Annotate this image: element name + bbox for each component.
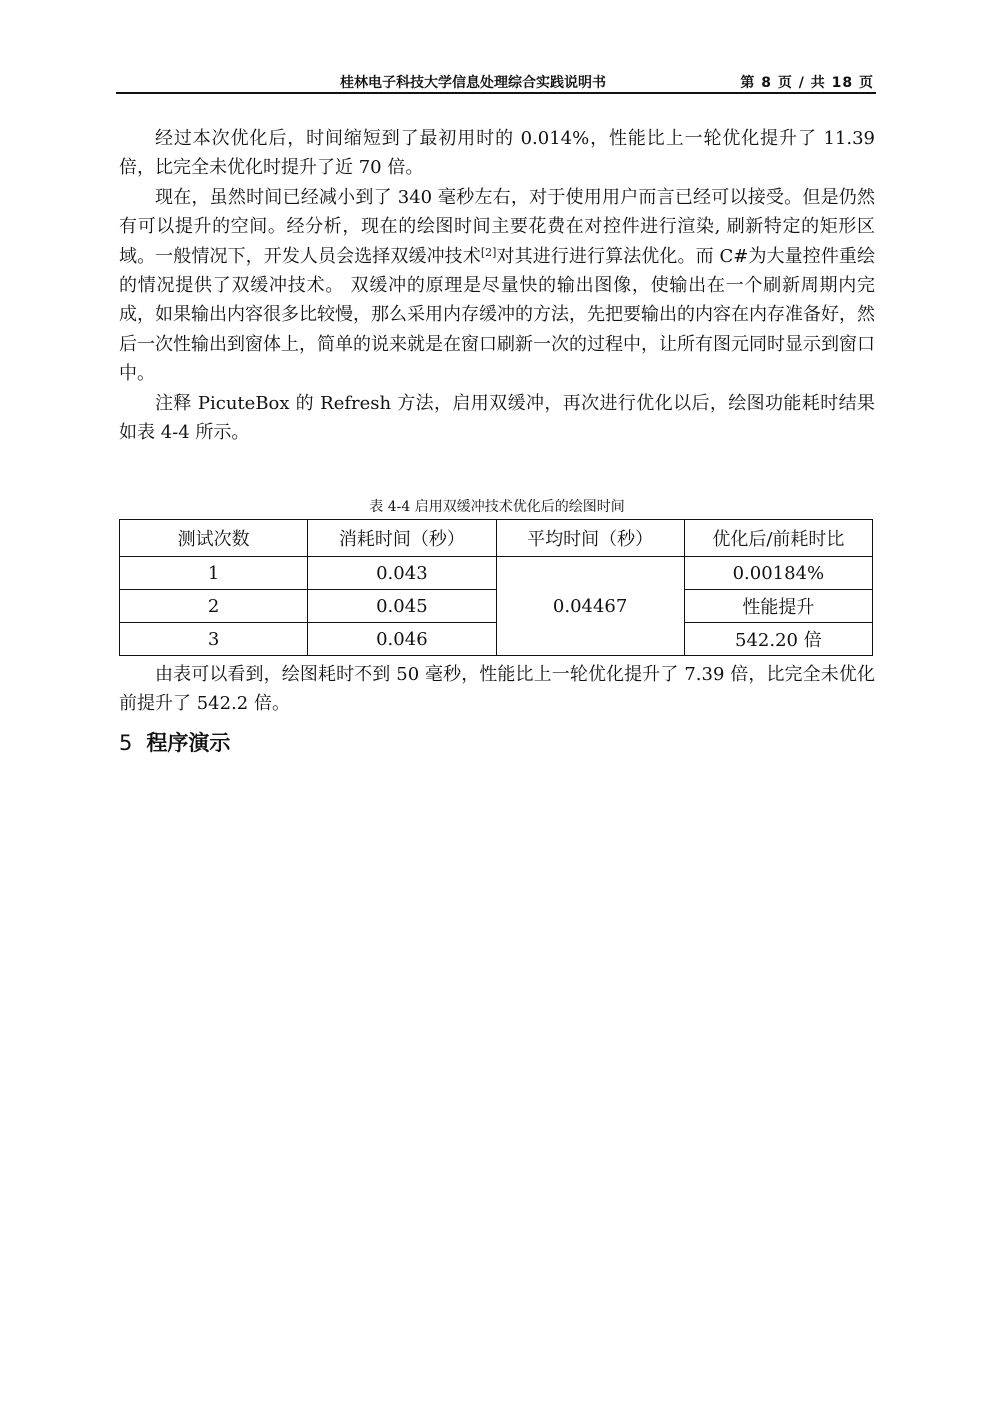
paragraph-2-part-1: 现在，虽然时间已经减小到了 340 毫秒左右，对于使用用户而言已经可以接受。但是仍然有可以提升的空间。经分析，现在的绘图时间主要花费在对控件进行渲染, 刷新特定的矩形区域。一般情况下，开发人员会选择双缓冲技术 (119, 186, 875, 267)
header-time: 消耗时间（秒） (308, 520, 496, 557)
section-title: 程序演示 (146, 731, 231, 755)
header-trial: 测试次数 (120, 520, 308, 557)
citation-ref: [2] (480, 245, 497, 259)
header-average: 平均时间（秒） (496, 520, 684, 557)
table-row (120, 557, 873, 590)
paragraph-2-part-2: 对其进行进行算法优化。而 C#为大量控件重绘的情况提供了双缓冲技术。 双缓冲的原理是尽量快的输出图像，使输出在一个刷新周期内完成，如果输出内容很多比较慢，那么采用内存缓冲的方法，先把要输出的内容在内存准备好，然后一次性输出到窗体上，简单的说来就是在窗口刷新一次的过程中，让所有图元同时显示到窗口中。 (119, 245, 876, 385)
cell-ratio: 542.20 倍 (684, 623, 872, 656)
header-ratio: 优化后/前耗时比 (684, 520, 872, 557)
cell-ratio: 0.00184% (684, 557, 872, 590)
paragraph-2 (119, 183, 875, 389)
cell-average: 0.04467 (496, 557, 684, 656)
body-text (119, 124, 875, 447)
results-table (119, 519, 873, 656)
header-title: 桂林电子科技大学信息处理综合实践说明书 (340, 75, 606, 91)
paragraph-3: 注释 PicuteBox 的 Refresh 方法，启用双缓冲，再次进行优化以后，绘图功能耗时结果如表 4-4 所示。 (119, 392, 875, 444)
cell-time: 0.045 (308, 590, 496, 623)
cell-trial: 1 (120, 557, 308, 590)
conclusion-text (119, 660, 875, 719)
cell-time: 0.046 (308, 623, 496, 656)
paragraph-1: 经过本次优化后，时间缩短到了最初用时的 0.014%，性能比上一轮优化提升了 11.39 倍，比完全未优化时提升了近 70 倍。 (119, 128, 875, 179)
paragraph-4: 由表可以看到，绘图耗时不到 50 毫秒，性能比上一轮优化提升了 7.39 倍，比完全未优化前提升了 542.2 倍。 (119, 664, 875, 715)
cell-trial: 3 (120, 623, 308, 656)
table-caption: 表 4-4 启用双缓冲技术优化后的绘图时间 (369, 499, 625, 515)
page-number: 第 8 页 / 共 18 页 (740, 75, 874, 91)
cell-time: 0.043 (308, 557, 496, 590)
page-header (116, 66, 876, 94)
cell-ratio: 性能提升 (684, 590, 872, 623)
table-header-row (120, 520, 873, 557)
cell-trial: 2 (120, 590, 308, 623)
section-number: 5 (119, 731, 133, 755)
section-heading (119, 727, 230, 757)
